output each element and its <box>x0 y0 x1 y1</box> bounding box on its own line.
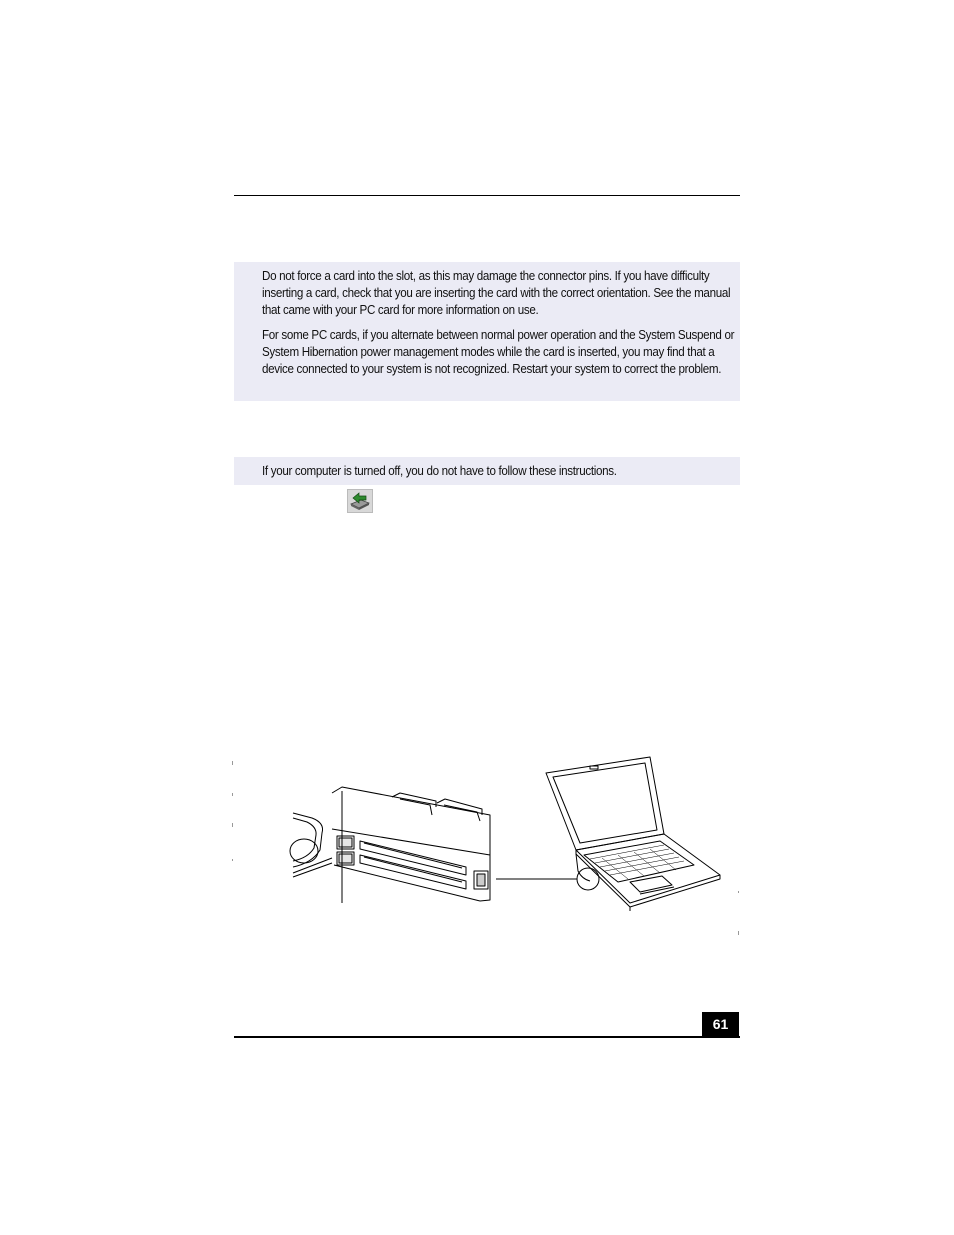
pc-card-slot-illustration <box>232 755 742 945</box>
note-box-card-insertion <box>234 262 740 401</box>
note-box-turned-off <box>234 457 740 485</box>
note-turned-off: If your computer is turned off, you do not have to follow these instructions. <box>262 464 617 478</box>
note-card-warning: Do not force a card into the slot, as this may damage the connector pins. If you have difficulty inserting a card, check that you are inserting the card with the correct orientation. See the manual that came with your PC card for more information on use. <box>262 269 731 317</box>
note-power-modes: For some PC cards, if you alternate between normal power operation and the System Suspend or System Hibernation power management modes while the card is inserted, you may find that a device connected to your system is not recognized. Restart your system to correct the problem. <box>262 328 735 376</box>
footer-rule <box>234 1036 740 1038</box>
page-number: 61 <box>702 1012 739 1036</box>
header-rule <box>234 195 740 196</box>
unplug-eject-hardware-icon <box>347 489 373 513</box>
